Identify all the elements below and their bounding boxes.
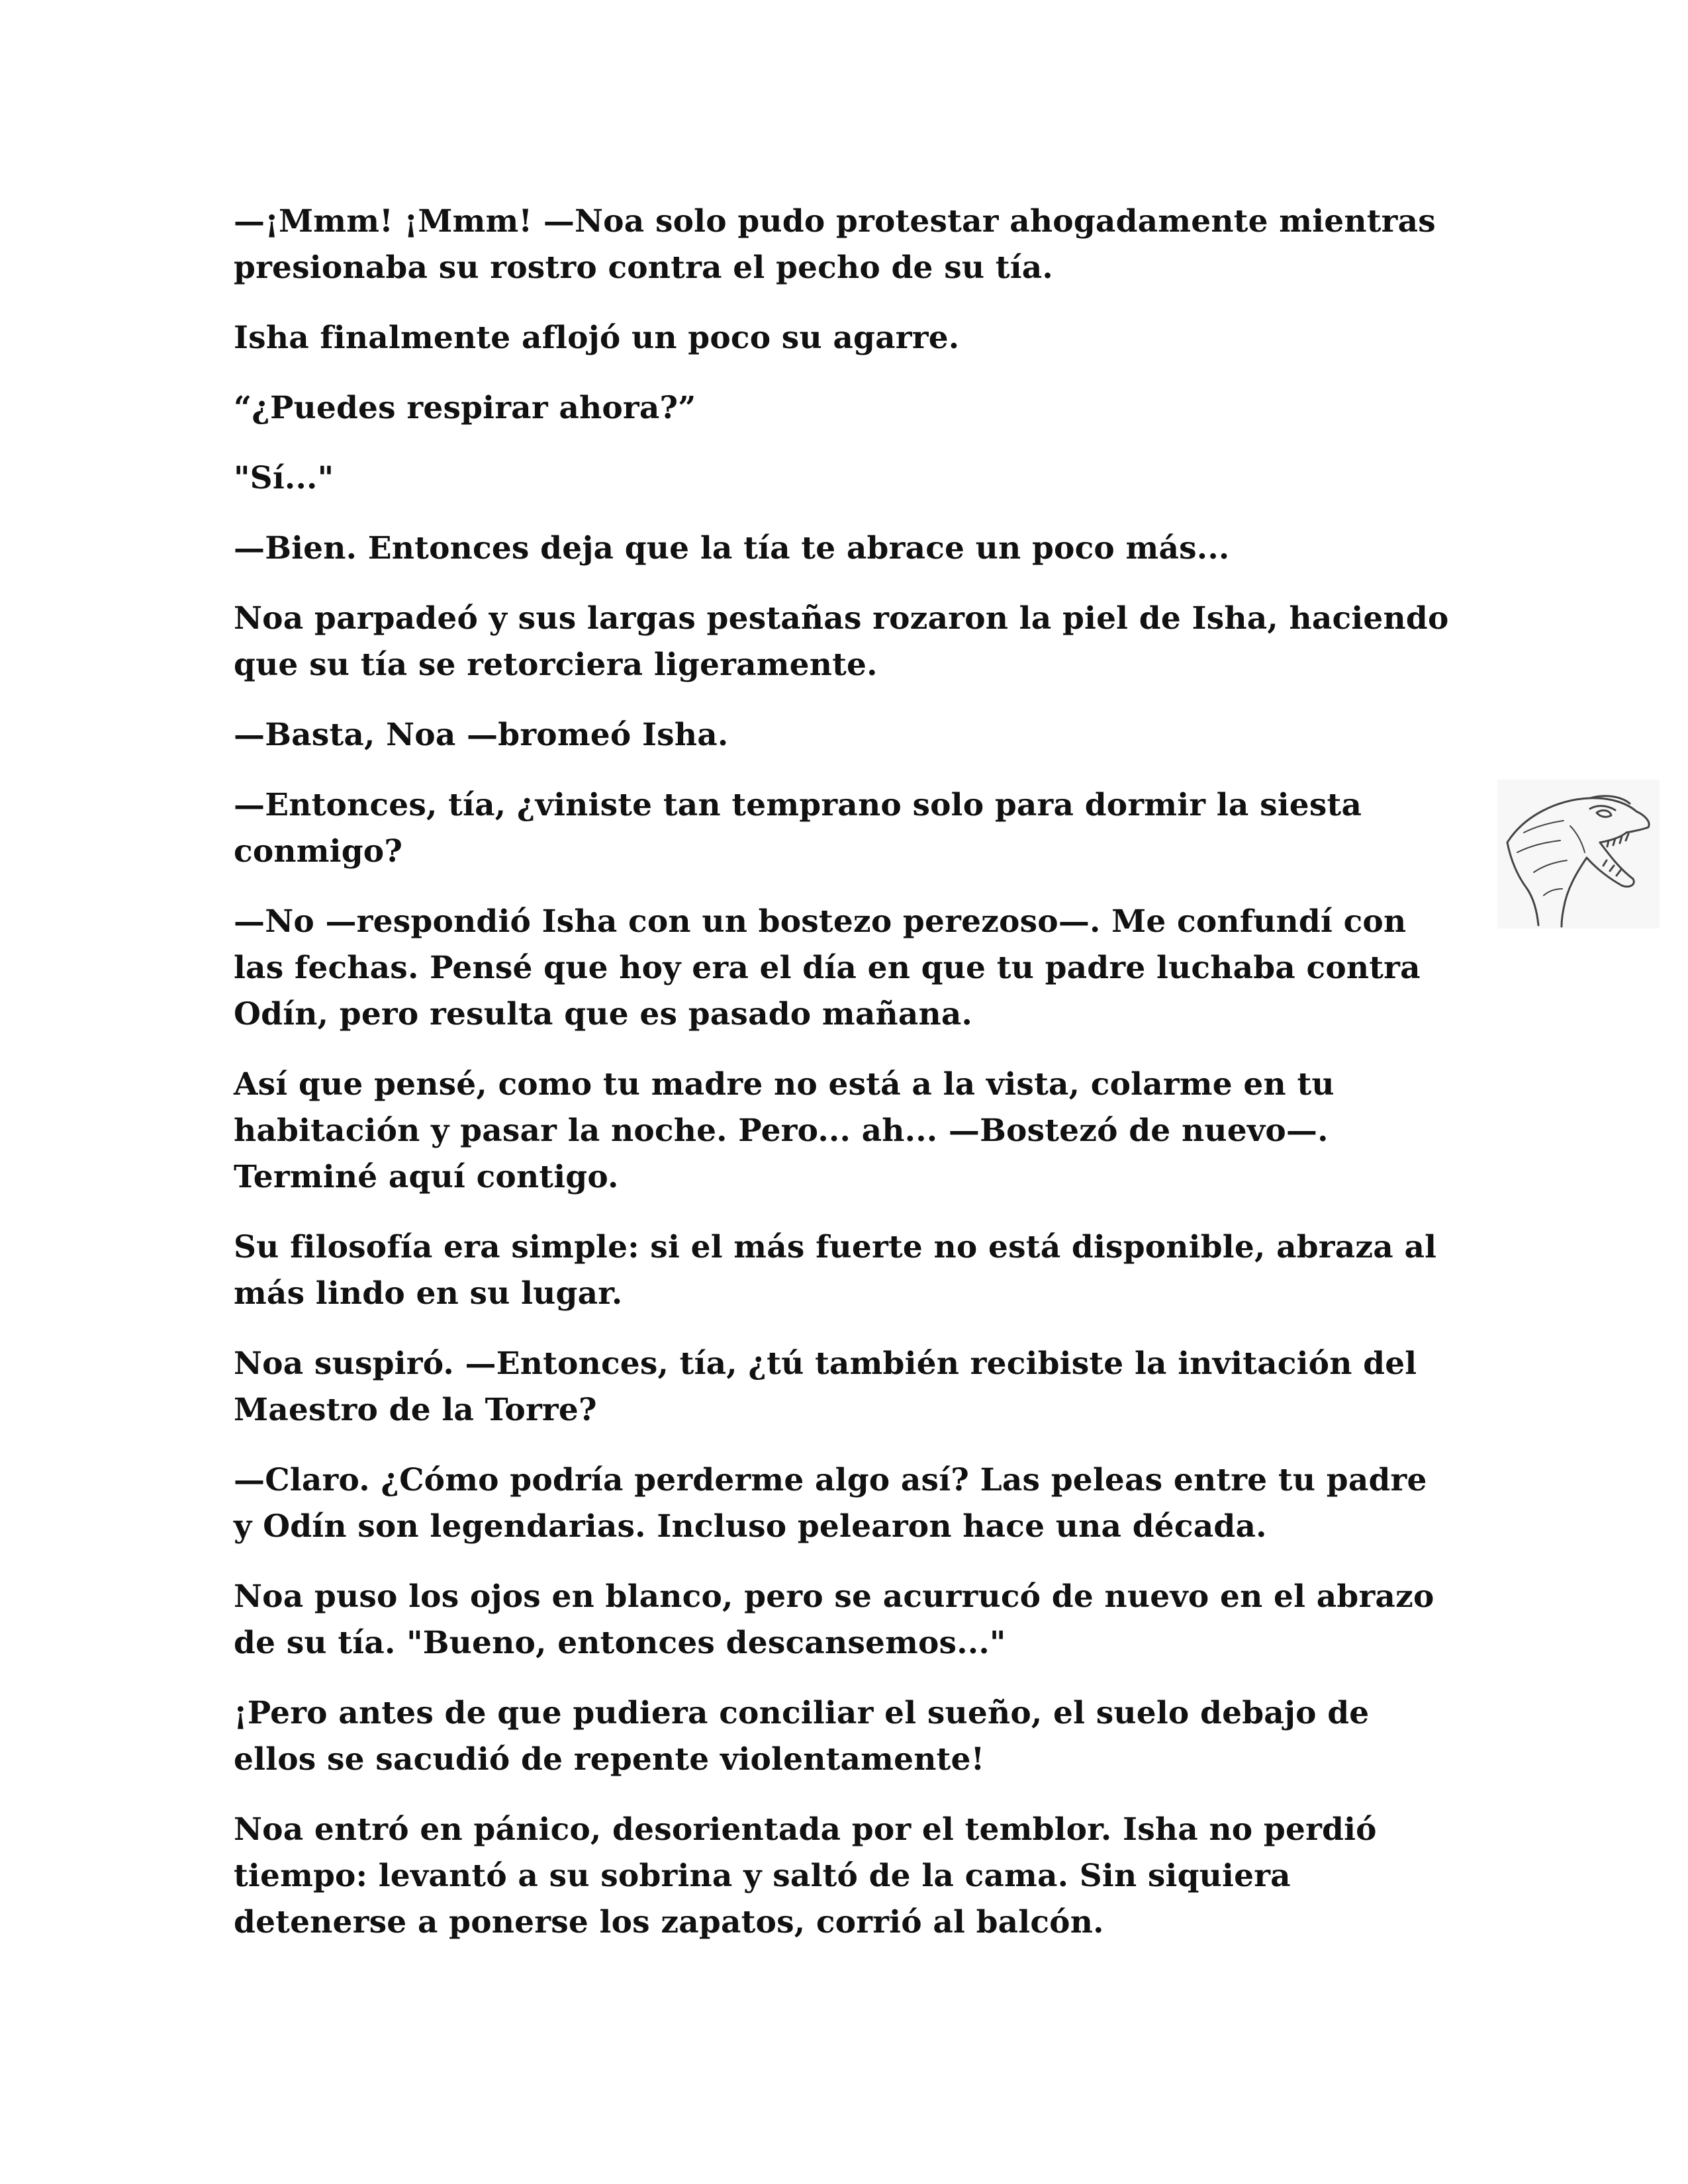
paragraph: Isha finalmente aflojó un poco su agarre. [234,320,960,356]
paragraph: Noa entró en pánico, desorientada por el temblor. Isha no perdió tiempo: levantó a su sobrina y saltó de la cama. Sin siquiera detenerse a ponerse los zapatos, corrió al balcón. [234,1811,1377,1940]
paragraph: Así que pensé, como tu madre no está a la vista, colarme en tu habitación y pasar la noche. Pero... ah... —Bostezó de nuevo—. Terminé aquí contigo. [234,1066,1335,1195]
paragraph: "Sí..." [234,460,334,496]
paragraph: “¿Puedes respirar ahora?” [234,390,696,426]
paragraph: —No —respondió Isha con un bostezo perezoso—. Me confundí con las fechas. Pensé que hoy era el día en que tu padre luchaba contra Odín, pero resulta que es pasado mañana. [234,903,1421,1032]
paragraph: —Bien. Entonces deja que la tía te abrace un poco más... [234,530,1230,567]
paragraph: ¡Pero antes de que pudiera conciliar el sueño, el suelo debajo de ellos se sacudió de repente violentamente! [234,1695,1370,1778]
paragraph: —¡Mmm! ¡Mmm! —Noa solo pudo protestar ahogadamente mientras presionaba su rostro contra el pecho de su tía. [234,203,1436,286]
paragraph: —Claro. ¿Cómo podría perderme algo así? Las peleas entre tu padre y Odín son legendarias. Incluso pelearon hace una década. [234,1462,1427,1545]
paragraph: Su filosofía era simple: si el más fuerte no está disponible, abraza al más lindo en su lugar. [234,1229,1437,1312]
paragraph: Noa parpadeó y sus largas pestañas rozaron la piel de Isha, haciendo que su tía se retorciera ligeramente. [234,600,1449,683]
paragraph: —Basta, Noa —bromeó Isha. [234,717,729,753]
story-text [234,199,1452,1970]
paragraph: —Entonces, tía, ¿viniste tan temprano solo para dormir la siesta conmigo? [234,787,1362,870]
paragraph: Noa suspiró. —Entonces, tía, ¿tú también recibiste la invitación del Maestro de la Torre? [234,1345,1417,1428]
paragraph: Noa puso los ojos en blanco, pero se acurrucó de nuevo en el abrazo de su tía. "Bueno, entonces descansemos..." [234,1578,1434,1661]
dinosaur-head-sketch-icon [1497,780,1660,929]
